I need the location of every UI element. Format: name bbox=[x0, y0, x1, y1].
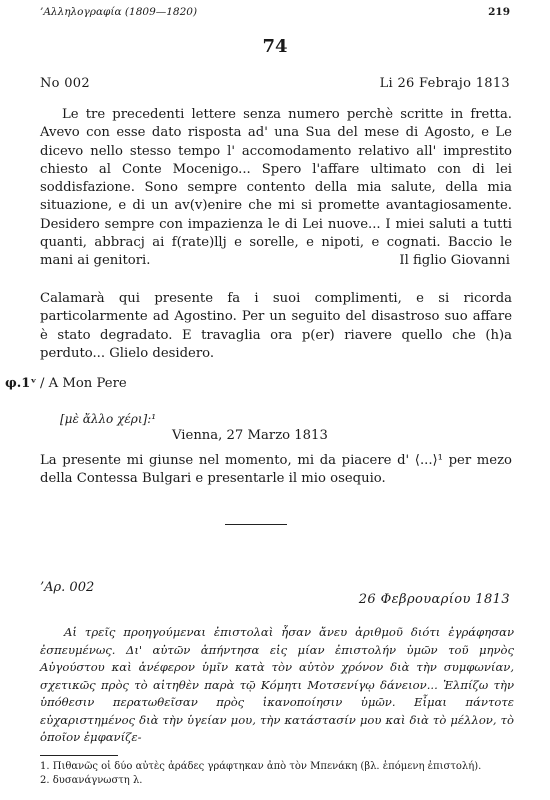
footnote-2: 2. δυσανάγνωστη λ. bbox=[40, 775, 143, 786]
letter-date: Li 26 Febrajo 1813 bbox=[379, 76, 510, 91]
greek-paragraph: Αἱ τρεῖς προηγούμεναι ἐπιστολαὶ ἦσαν ἄνευ ἀριθμοῦ διότι ἐγράφησαν ἐσπευμένως. Δι' αὐτῶν ἀπήντησα εἰς μίαν ἐπιστολήν ὑμῶν τοῦ μηνὸς Αὐγούστου καὶ ἀνέφερον ὑμῖν κατὰ τὸν αὐτὸν χρόνον διὰ τὴν συμφωνίαν, σχετικῶς πρὸς τὸ αἰτηθὲν παρὰ τῷ Κόμητι Μοτσενίγῳ δάνειον... Ἐλπίζω τὴν ὑπόθεσιν περατωθεῖσαν πρὸς ἱκανοποίησιν ὑμῶν. Εἶμαι πάντοτε εὐχαριστημένος διὰ τὴν ὑγείαν μου, τὴν κατάστασίν μου καὶ διὰ τὸ μέλλον, τὸ ὁποῖον ἐμφανίζε- bbox=[40, 625, 514, 744]
postscript-body bbox=[40, 290, 512, 363]
footnote-1: 1. Πιθανῶς οἱ δύο αὐτὲς ἀράδες γράφτηκαν ἀπὸ τὸν Μπενάκη (βλ. ἑπόμενη ἐπιστολή). bbox=[40, 761, 482, 772]
page-number: 219 bbox=[488, 6, 510, 18]
postscript-note bbox=[40, 452, 512, 489]
greek-translation-body bbox=[40, 624, 514, 747]
other-hand-note: [μὲ ἄλλο χέρι]:¹ bbox=[60, 412, 157, 426]
address-line: / A Mon Pere bbox=[40, 376, 127, 391]
letter-paragraph: Le tre precedenti lettere senza numero perchè scritte in fretta. Avevo con esse dato risposta ad' una Sua del mese di Agosto, e Le dicevo nello stesso tempo l' accomodamento relativo all' imprestito chiesto al Conte Mocenigo... Spero l'affare ultimato con di lei soddisfazione. Sono sempre contento della mia salute, della mia situazione, e di un av(v)enire che mi si promette avantagiosamente. Desidero sempre con impazienza le di Lei nuove... I miei saluti a tutti quanti, abbracj ai f(rate)llj e sorelle, e nipoti, e cognati. Baccio le mani ai genitori. bbox=[40, 107, 512, 269]
running-header bbox=[40, 6, 510, 22]
greek-ref-number: ’Αρ. 002 bbox=[40, 580, 95, 595]
letter-ref-number: No 002 bbox=[40, 76, 90, 91]
section-divider bbox=[225, 524, 287, 525]
footnotes bbox=[40, 760, 520, 788]
running-title: ’Αλληλογραφία (1809—1820) bbox=[40, 6, 198, 18]
letter-number: 74 bbox=[262, 36, 288, 57]
postscript-note-text: La presente mi giunse nel momento, mi da piacere d' ⟨...⟩¹ per mezo della Contessa Bulgari e presentarle il mio osequio. bbox=[40, 453, 512, 487]
folio-mark: φ.1ᵛ bbox=[5, 376, 37, 391]
postscript-date: Vienna, 27 Marzo 1813 bbox=[172, 428, 328, 443]
postscript-paragraph: Calamarà qui presente fa i suoi complimenti, e si ricorda particolarmente ad Agostino. Per un seguito del disastroso suo affare è stato degradato. E travaglia ora p(er) riavere quello che (h)a perduto... Glielo desidero. bbox=[40, 291, 512, 361]
footnote-divider bbox=[40, 755, 118, 756]
signature: Il figlio Giovanni bbox=[399, 253, 510, 268]
letter-body bbox=[40, 106, 512, 271]
greek-date: 26 Φεβρουαρίου 1813 bbox=[358, 592, 510, 607]
